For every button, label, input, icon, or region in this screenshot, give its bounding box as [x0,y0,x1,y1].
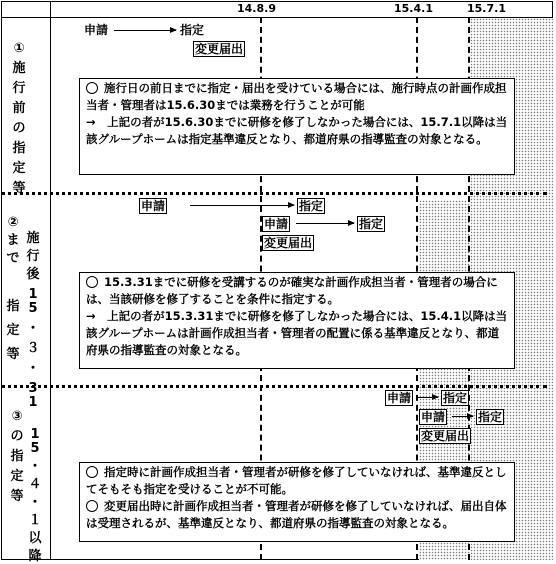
section-2-apply-1: 申請 [141,199,166,213]
section-3-note-line-2: 変更届出時に計画作成担当者・管理者が研修を修了していなければ、届出自体は受理されるが、基準違反となり、都道府県の指導監査の対象となる。 [86,499,507,530]
section-1-note [79,78,515,175]
label-column-divider [50,1,51,560]
section-3-designate-2: 指定 [478,410,503,424]
section-3-label-col1: ③ の 指 定 等 [10,409,24,504]
section-2-note-line-2: → 上記の者が15.3.31までに研修を修了しなかった場合には、15.4.1以降は当該グループホームは計画作成担当者・管理者の配置に係る基準違反となり、都道府県の指導監査の対象となる。 [86,309,508,357]
section-3-change-notice: 変更届出 [421,429,470,443]
circle-bullet-icon [86,466,98,478]
header-divider [1,17,553,18]
date-15-7-1: 15.7.1 [467,2,506,15]
section-1-label-char: ① [13,41,25,56]
section-3-note [79,462,515,542]
date-15-4-1: 15.4.1 [394,2,433,15]
section-2-apply-1-arrow [190,205,294,206]
section-1-apply-arrow [114,30,176,31]
section-divider-2 [1,385,547,388]
section-2-label-col2: 施 行 後 15 ・ ３ ・ 31 [26,231,40,410]
circle-bullet-icon [86,276,98,288]
section-2-note-line-1: 15.3.31までに研修を受講するのが確実な計画作成担当者・管理者の場合には、当該研修を修了することを条件に指定する。 [86,275,498,306]
date-14-8-9: 14.8.9 [237,2,276,15]
section-3-note-line-1: 指定時に計画作成担当者・管理者が研修を修了していなければ、基準違反としてそもそも指定を受けることが不可能。 [86,465,507,496]
section-3-designate-1: 指定 [443,391,468,405]
section-divider-1 [1,192,547,195]
section-3-apply-1-arrow [418,397,438,398]
section-1-change-notice: 変更届出 [195,42,244,56]
section-3-apply-2-arrow [452,416,473,417]
header-tick [50,4,51,12]
section-1-designate: 指定 [180,23,205,37]
section-1-label: ① 施 行 前 の 指 定 等 [12,41,26,196]
section-2-apply-2-arrow [296,223,354,224]
circle-bullet-icon [86,500,98,512]
circle-bullet-icon [86,82,98,94]
section-1-note-line-2: → 上記の者が15.6.30までに研修を修了しなかった場合には、15.7.1以降は当該グループホームは指定基準違反となり、都道府県の指導監査の対象となる。 [86,115,508,146]
section-2-designate-2: 指定 [359,217,384,231]
section-2-label-col1: ② ま で 指 定 等 [6,215,20,362]
section-1-apply: 申請 [84,23,109,37]
section-1-note-line-1: 施行日の前日までに指定・届出を受けている場合には、施行時点の計画作成担当者・管理者は15.6.30までは業務を行うことが可能 [86,81,507,112]
section-3-apply-2: 申請 [421,410,446,424]
section-2-apply-2: 申請 [264,217,289,231]
section-2-designate-1: 指定 [299,199,324,213]
section-3-apply-1: 申請 [387,391,412,405]
section-2-change-notice: 変更届出 [264,236,313,250]
section-2-note [79,272,515,369]
section-3-label-col2: 15 ・ ４ ・ １ 以 降 [28,427,42,564]
